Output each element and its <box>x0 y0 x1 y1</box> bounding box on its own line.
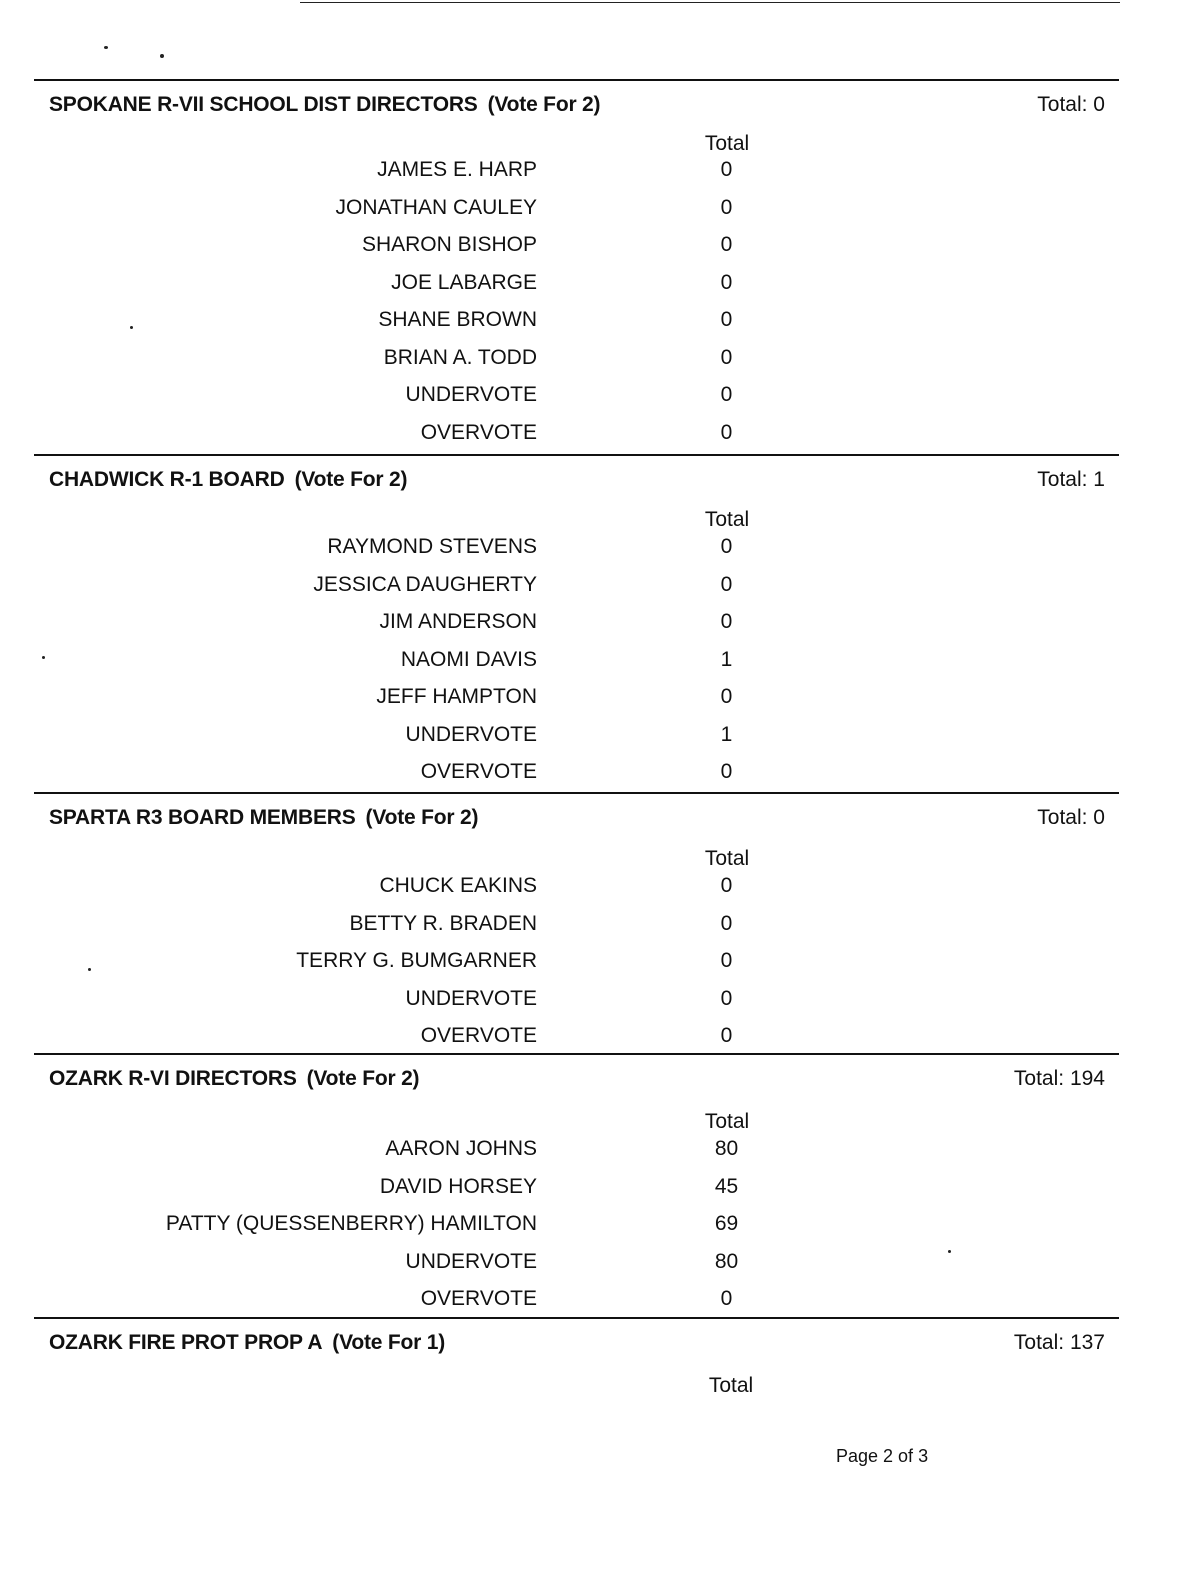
candidate-row <box>34 1137 1119 1175</box>
vote-for-label: (Vote For 2) <box>294 468 408 491</box>
page-number: Page 2 of 3 <box>836 1446 929 1466</box>
candidate-name: SHARON BISHOP <box>361 233 537 256</box>
candidate-row <box>34 271 1119 309</box>
candidate-row <box>34 196 1119 234</box>
race-total: Total: 1 <box>1037 468 1105 491</box>
candidate-votes: 0 <box>720 158 733 181</box>
candidate-row <box>34 308 1119 346</box>
candidate-votes: 45 <box>714 1174 739 1198</box>
race-name: SPARTA R3 BOARD MEMBERS <box>49 806 356 829</box>
race-header <box>34 456 1119 496</box>
candidate-row <box>34 987 1119 1025</box>
vote-for-label: (Vote For 2) <box>365 806 479 829</box>
candidate-votes: 0 <box>720 195 733 219</box>
scan-edge-line <box>300 2 1120 3</box>
candidate-name: UNDERVOTE <box>405 1249 537 1273</box>
column-header-total: Total <box>708 1374 754 1397</box>
candidate-row <box>34 1175 1119 1213</box>
race-name: OZARK FIRE PROT PROP A <box>49 1331 323 1354</box>
candidate-row <box>34 1250 1119 1288</box>
race-name: OZARK R-VI DIRECTORS <box>49 1067 297 1090</box>
candidate-name: OVERVOTE <box>420 420 537 444</box>
candidate-name: OVERVOTE <box>420 760 537 783</box>
candidate-row <box>34 421 1119 459</box>
race-total: Total: 0 <box>1037 806 1105 829</box>
race-title <box>49 468 407 492</box>
candidate-votes: 0 <box>720 911 733 935</box>
race-section <box>34 1053 1119 1317</box>
race-total: Total: 0 <box>1037 93 1105 116</box>
candidate-name: DAVID HORSEY <box>379 1174 537 1198</box>
candidate-row <box>34 573 1119 611</box>
candidate-row <box>34 685 1119 723</box>
candidate-name: TERRY G. BUMGARNER <box>296 949 537 972</box>
race-header <box>34 81 1119 121</box>
candidate-row <box>34 383 1119 421</box>
candidate-votes: 80 <box>714 1249 739 1273</box>
candidate-name: JEFF HAMPTON <box>376 685 537 708</box>
vote-for-label: (Vote For 1) <box>332 1331 446 1354</box>
candidate-votes: 0 <box>720 535 733 558</box>
column-header-total: Total <box>704 132 750 155</box>
candidate-votes: 0 <box>720 874 733 897</box>
candidate-votes: 0 <box>720 949 733 972</box>
vote-for-label: (Vote For 2) <box>306 1067 420 1090</box>
candidate-votes: 1 <box>720 722 733 746</box>
candidate-row <box>34 648 1119 686</box>
candidate-name: OVERVOTE <box>420 1024 537 1047</box>
candidate-votes: 0 <box>720 1024 733 1047</box>
candidate-name: JONATHAN CAULEY <box>335 195 537 219</box>
candidate-row <box>34 233 1119 271</box>
race-header <box>34 1055 1119 1095</box>
candidate-row <box>34 158 1119 196</box>
candidate-votes: 1 <box>720 647 733 671</box>
candidate-name: UNDERVOTE <box>405 383 537 406</box>
candidate-votes: 0 <box>720 685 733 708</box>
candidate-row <box>34 912 1119 950</box>
vote-for-label: (Vote For 2) <box>487 93 601 116</box>
candidate-list <box>34 158 1119 458</box>
race-section <box>34 792 1119 1054</box>
candidate-row <box>34 1212 1119 1250</box>
candidate-row <box>34 346 1119 384</box>
candidate-votes: 0 <box>720 760 733 783</box>
candidate-votes: 0 <box>720 1287 733 1310</box>
candidate-name: UNDERVOTE <box>405 986 537 1010</box>
candidate-row <box>34 610 1119 648</box>
candidate-votes: 0 <box>720 345 733 369</box>
candidate-name: JESSICA DAUGHERTY <box>313 572 537 596</box>
candidate-votes: 0 <box>720 572 733 596</box>
candidate-votes: 0 <box>720 986 733 1010</box>
race-section <box>34 1317 1119 1419</box>
candidate-row <box>34 535 1119 573</box>
candidate-votes: 0 <box>720 383 733 406</box>
race-header <box>34 794 1119 834</box>
candidate-name: SHANE BROWN <box>378 308 537 331</box>
candidate-name: JOE LABARGE <box>391 270 537 294</box>
candidate-name: BRIAN A. TODD <box>383 345 537 369</box>
race-name: SPOKANE R-VII SCHOOL DIST DIRECTORS <box>49 93 478 116</box>
candidate-name: JAMES E. HARP <box>377 158 537 181</box>
candidate-name: JIM ANDERSON <box>379 610 537 633</box>
race-title <box>49 806 478 830</box>
candidate-list <box>34 535 1119 798</box>
race-section <box>34 79 1119 455</box>
candidate-name: PATTY (QUESSENBERRY) HAMILTON <box>165 1212 537 1235</box>
column-header-total: Total <box>704 1110 750 1133</box>
candidate-name: CHUCK EAKINS <box>379 874 537 897</box>
race-header <box>34 1319 1119 1359</box>
candidate-votes: 80 <box>714 1137 739 1160</box>
candidate-row <box>34 723 1119 761</box>
candidate-votes: 0 <box>720 233 733 256</box>
candidate-votes: 0 <box>720 610 733 633</box>
candidate-name: OVERVOTE <box>420 1287 537 1310</box>
candidate-row <box>34 949 1119 987</box>
candidate-votes: 0 <box>720 270 733 294</box>
column-header-total: Total <box>704 847 750 870</box>
candidate-votes: 69 <box>714 1212 739 1235</box>
race-title <box>49 1331 445 1355</box>
candidate-name: NAOMI DAVIS <box>400 647 537 671</box>
race-total: Total: 194 <box>1013 1067 1105 1090</box>
race-name: CHADWICK R-1 BOARD <box>49 468 285 491</box>
race-section <box>34 454 1119 791</box>
column-header-total: Total <box>704 508 750 531</box>
candidate-name: UNDERVOTE <box>405 722 537 746</box>
scan-speck <box>160 54 164 58</box>
candidate-list <box>34 1137 1119 1325</box>
scan-speck <box>104 46 108 49</box>
candidate-votes: 0 <box>720 420 733 444</box>
candidate-name: AARON JOHNS <box>385 1137 537 1160</box>
candidate-votes: 0 <box>720 308 733 331</box>
race-title <box>49 93 600 117</box>
candidate-name: BETTY R. BRADEN <box>349 911 537 935</box>
race-title <box>49 1067 419 1091</box>
race-total: Total: 137 <box>1013 1331 1105 1354</box>
candidate-row <box>34 874 1119 912</box>
candidate-name: RAYMOND STEVENS <box>327 535 537 558</box>
candidate-list <box>34 874 1119 1062</box>
